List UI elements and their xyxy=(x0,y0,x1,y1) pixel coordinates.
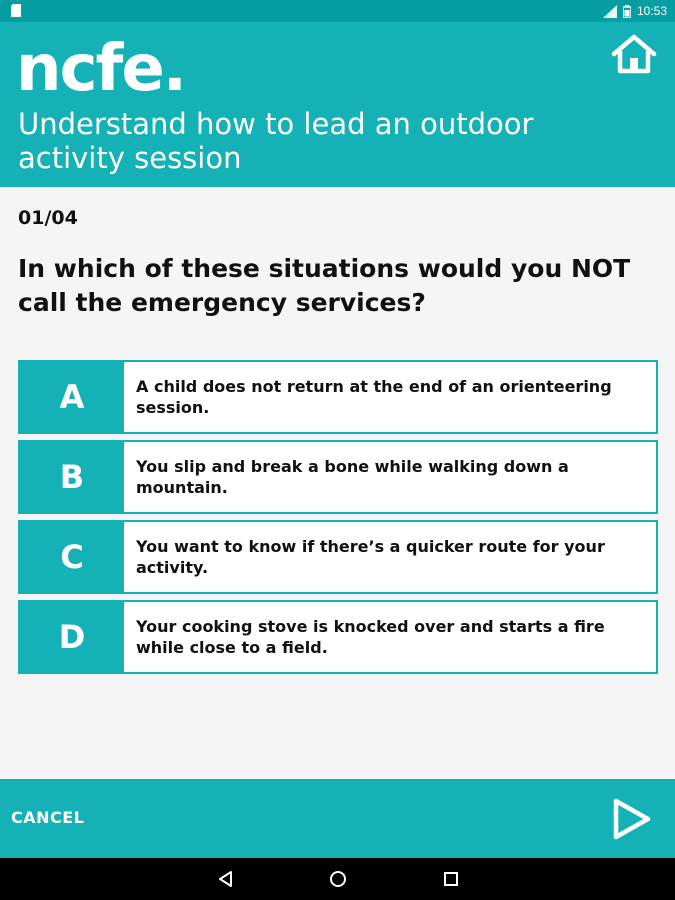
answer-letter: C xyxy=(20,522,124,592)
answer-letter: A xyxy=(20,362,124,432)
battery-icon xyxy=(623,5,631,18)
question-text: In which of these situations would you NOT call the emergency services? xyxy=(18,254,631,317)
answer-option-b[interactable] xyxy=(18,440,658,514)
cancel-button[interactable]: CANCEL xyxy=(11,808,85,827)
answer-text: Your cooking stove is knocked over and starts a fire while close to a field. xyxy=(136,617,605,657)
system-nav-bar xyxy=(0,858,675,900)
play-arrow-icon[interactable] xyxy=(611,797,653,841)
answer-list xyxy=(18,360,658,680)
answer-text: You want to know if there’s a quicker route for your activity. xyxy=(136,537,605,577)
status-icons xyxy=(603,3,667,19)
ncfe-logo: ncfe. xyxy=(16,32,186,106)
answer-option-c[interactable] xyxy=(18,520,658,594)
question-counter: 01/04 xyxy=(18,207,78,229)
recents-icon[interactable] xyxy=(441,869,461,889)
answer-letter: D xyxy=(20,602,124,672)
sd-card-icon xyxy=(11,4,21,17)
answer-text: A child does not return at the end of an orienteering session. xyxy=(136,377,612,417)
page-title: Understand how to lead an outdoor activity session xyxy=(18,107,534,175)
answer-letter: B xyxy=(20,442,124,512)
answer-option-a[interactable] xyxy=(18,360,658,434)
status-bar xyxy=(0,0,675,22)
header xyxy=(0,22,675,187)
status-time: 10:53 xyxy=(636,4,667,18)
answer-text: You slip and break a bone while walking down a mountain. xyxy=(136,457,569,497)
signal-icon xyxy=(603,5,617,18)
home-icon[interactable] xyxy=(611,34,657,74)
back-icon[interactable] xyxy=(216,869,236,889)
home-circle-icon[interactable] xyxy=(328,869,348,889)
footer-bar xyxy=(0,779,675,858)
main-content xyxy=(0,187,675,779)
answer-option-d[interactable] xyxy=(18,600,658,674)
